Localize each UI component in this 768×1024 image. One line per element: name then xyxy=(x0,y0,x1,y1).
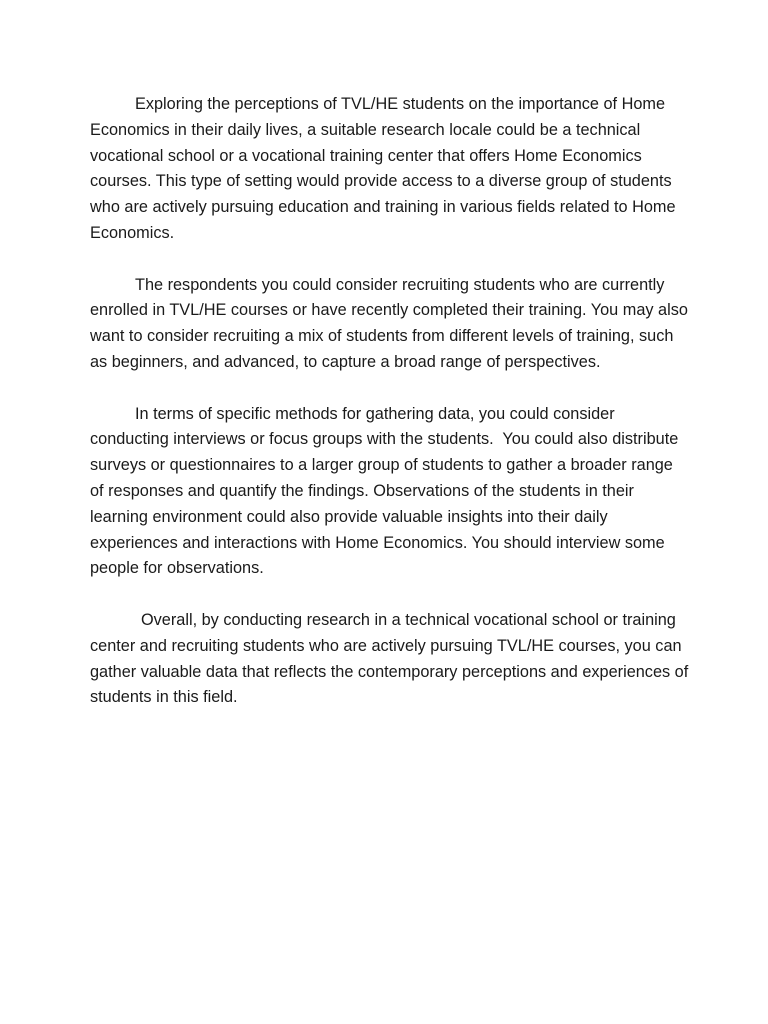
paragraph-respondents: The respondents you could consider recruiting students who are currently enrolled in TVL/HE courses or have recently completed their training. You may also want to consider recruiting a mix of students from different levels of training, such as beginners, and advanced, to capture a broad range of perspectives. xyxy=(90,275,693,371)
paragraph-research-locale: Exploring the perceptions of TVL/HE students on the importance of Home Economics in their daily lives, a suitable research locale could be a technical vocational school or a vocational training center that offers Home Economics courses. This type of setting would provide access to a diverse group of students who are actively pursuing education and training in various fields related to Home Economics. xyxy=(90,95,681,242)
document-body xyxy=(90,92,693,711)
paragraph-data-gathering-methods: In terms of specific methods for gathering data, you could consider conducting interviews or focus groups with the students. You could also distribute surveys or questionnaires to a larger group of students to gather a broader range of responses and quantify the findings. Observations of the students in their learning environment could also provide valuable insights into their daily experiences and interactions with Home Economics. You should interview some people for observations. xyxy=(90,404,683,578)
paragraph-conclusion: Overall, by conducting research in a technical vocational school or training center and recruiting students who are actively pursuing TVL/HE courses, you can gather valuable data that reflects the contemporary perceptions and experiences of students in this field. xyxy=(90,610,693,707)
